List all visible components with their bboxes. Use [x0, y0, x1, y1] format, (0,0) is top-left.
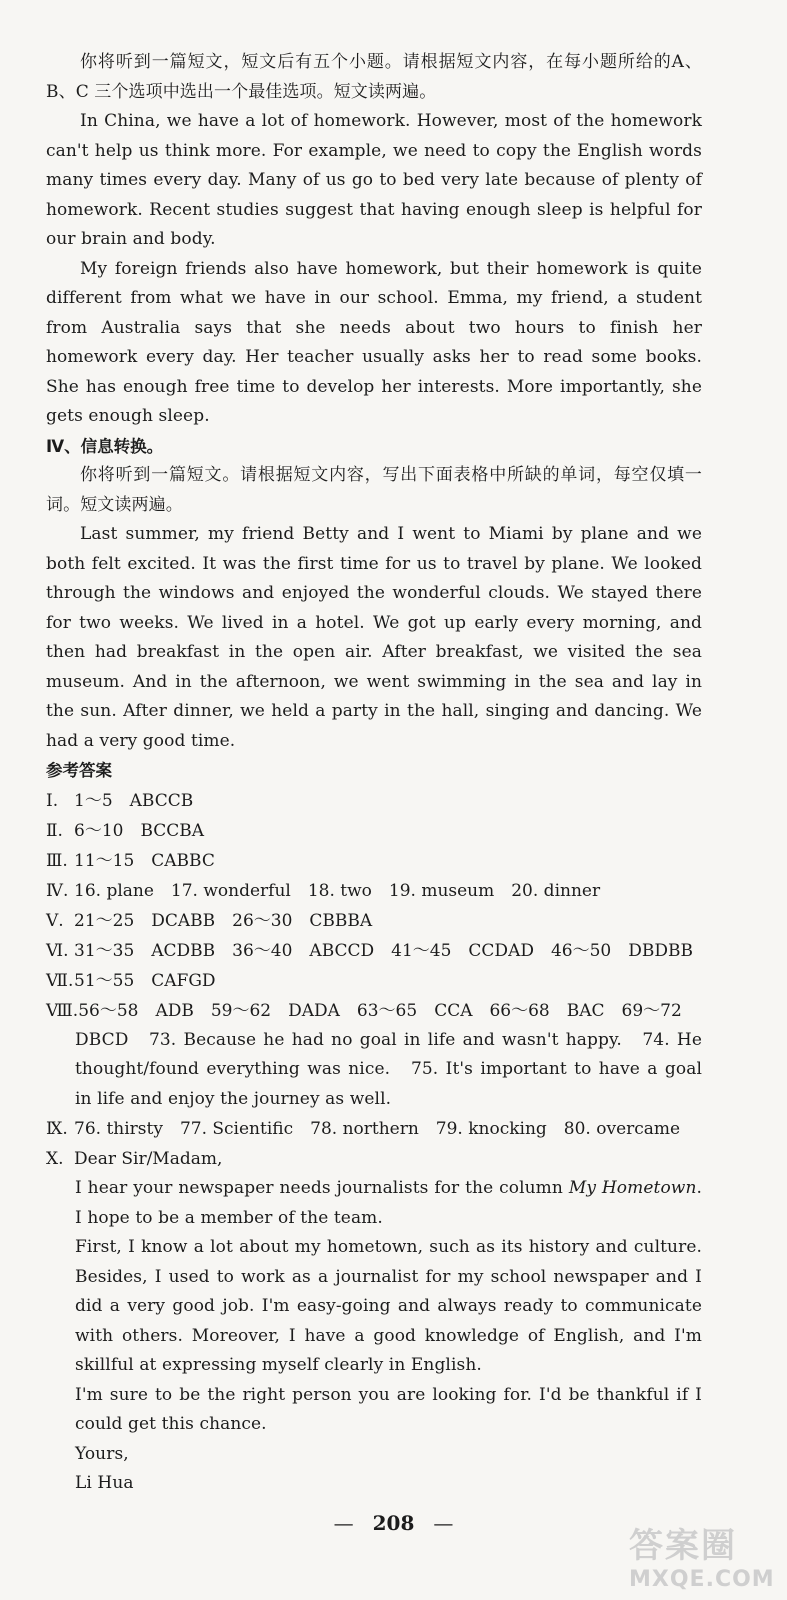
answer-number: Ⅲ.	[46, 850, 68, 871]
answer-number: Ⅸ.	[46, 1119, 68, 1139]
answer-number: Ⅰ.	[46, 790, 59, 811]
answer-number: Ⅴ.	[46, 910, 64, 931]
answer-list	[46, 786, 702, 1499]
answer-row-8	[46, 996, 702, 1026]
answer-text: 11～15 CABBC	[74, 850, 215, 871]
answer-row	[46, 816, 702, 846]
watermark-en: MXQE.COM	[629, 1567, 775, 1592]
answer-row-10	[46, 1144, 702, 1174]
letter-signature: Li Hua	[75, 1473, 134, 1493]
answer-text: 21～25 DCABB 26～30 CBBBA	[74, 910, 373, 931]
answers-heading: 参考答案	[46, 761, 112, 780]
watermark-cn: 答案圈	[629, 1526, 737, 1566]
page-number: 208	[372, 1511, 415, 1535]
answer-row	[46, 786, 702, 816]
answer-number: Ⅵ.	[46, 940, 69, 961]
passage2-intro: 你将听到一篇短文，短文后有五个小题。请根据短文内容，在每小题所给的A、B、C 三个选项中选出一个最佳选项。短文读两遍。	[46, 52, 702, 102]
answer-row	[46, 846, 702, 876]
sample-letter	[46, 1174, 702, 1499]
answer-text: 16. plane 17. wonderful 18. two 19. museum 20. dinner	[74, 880, 601, 901]
answer-row-9	[46, 1114, 702, 1144]
answer-number: Ⅷ.	[46, 1000, 79, 1021]
section4-heading: Ⅳ、信息转换。	[46, 436, 164, 456]
watermark-logo	[629, 1518, 779, 1596]
passage2-paragraph-2: My foreign friends also have homework, but their homework is quite different from what we have in our school. Emma, my friend, a student from Australia says that she needs about two hours to finish her homework every day. Her teacher usually asks her to read some books. She has enough free time to develop her interests. More importantly, she gets enough sleep.	[46, 258, 702, 426]
section4-intro: 你将听到一篇短文。请根据短文内容，写出下面表格中所缺的单词，每空仅填一词。短文读两遍。	[46, 465, 702, 515]
answer-row	[46, 906, 702, 936]
answer-row	[46, 936, 702, 966]
column-name: My Hometown	[568, 1178, 697, 1198]
letter-text: . I hope to be a member of the team.	[75, 1178, 703, 1228]
answer-8-continuation: DBCD 73. Because he had no goal in life and wasn't happy. 74. He thought/found everything was nice. 75. It's important to have a goal in life and enjoy the journey as well.	[75, 1029, 702, 1109]
letter-text: I hear your newspaper needs journalists for the column	[75, 1178, 569, 1198]
letter-closing: Yours,	[75, 1443, 129, 1464]
footer-dash: —	[333, 1511, 354, 1535]
section4-passage: Last summer, my friend Betty and I went to Miami by plane and we both felt excited. It was the first time for us to travel by plane. We looked through the windows and enjoyed the wonderful clouds. We stayed there for two weeks. We lived in a hotel. We got up early every morning, and then had breakfast in the open air. After breakfast, we visited the sea museum. And in the afternoon, we went swimming in the sea and lay in the sun. After dinner, we held a party in the hall, singing and dancing. We had a very good time.	[46, 524, 702, 751]
answer-row	[46, 876, 702, 906]
answer-text: 6～10 BCCBA	[74, 820, 205, 841]
passage2-paragraph-1: In China, we have a lot of homework. However, most of the homework can't help us think more. For example, we need to copy the English words many times every day. Many of us go to bed very late because of plenty of homework. Recent studies suggest that having enough sleep is helpful for our brain and body.	[46, 111, 702, 249]
answer-number: Ⅹ.	[46, 1149, 64, 1169]
answer-text: 31～35 ACDBB 36～40 ABCCD 41～45 CCDAD 46～50 DBDBB	[74, 940, 693, 961]
answer-text: 56～58 ADB 59～62 DADA 63～65 CCA 66～68 BAC 69～72	[78, 1000, 682, 1021]
letter-paragraph-2: First, I know a lot about my hometown, such as its history and culture. Besides, I used to work as a journalist for my school newspaper and I did a very good job. I'm easy-going and always ready to communicate with others. Moreover, I have a good knowledge of English, and I'm skillful at expressing myself clearly in English.	[75, 1237, 702, 1375]
answer-text: 51～55 CAFGD	[74, 970, 216, 991]
letter-greeting: Dear Sir/Madam,	[74, 1149, 223, 1169]
footer-dash: —	[433, 1511, 454, 1535]
letter-paragraph-3: I'm sure to be the right person you are looking for. I'd be thankful if I could get this chance.	[75, 1384, 702, 1434]
answer-text: 1～5 ABCCB	[74, 790, 194, 811]
letter-paragraph-1	[75, 1174, 702, 1233]
answer-number: Ⅱ.	[46, 820, 63, 841]
answer-number: Ⅶ.	[46, 970, 74, 991]
document-page	[46, 48, 702, 1499]
answer-row	[46, 966, 702, 996]
answer-number: Ⅳ.	[46, 880, 69, 901]
answer-text: 76. thirsty 77. Scientific 78. northern 79. knocking 80. overcame	[74, 1119, 681, 1139]
